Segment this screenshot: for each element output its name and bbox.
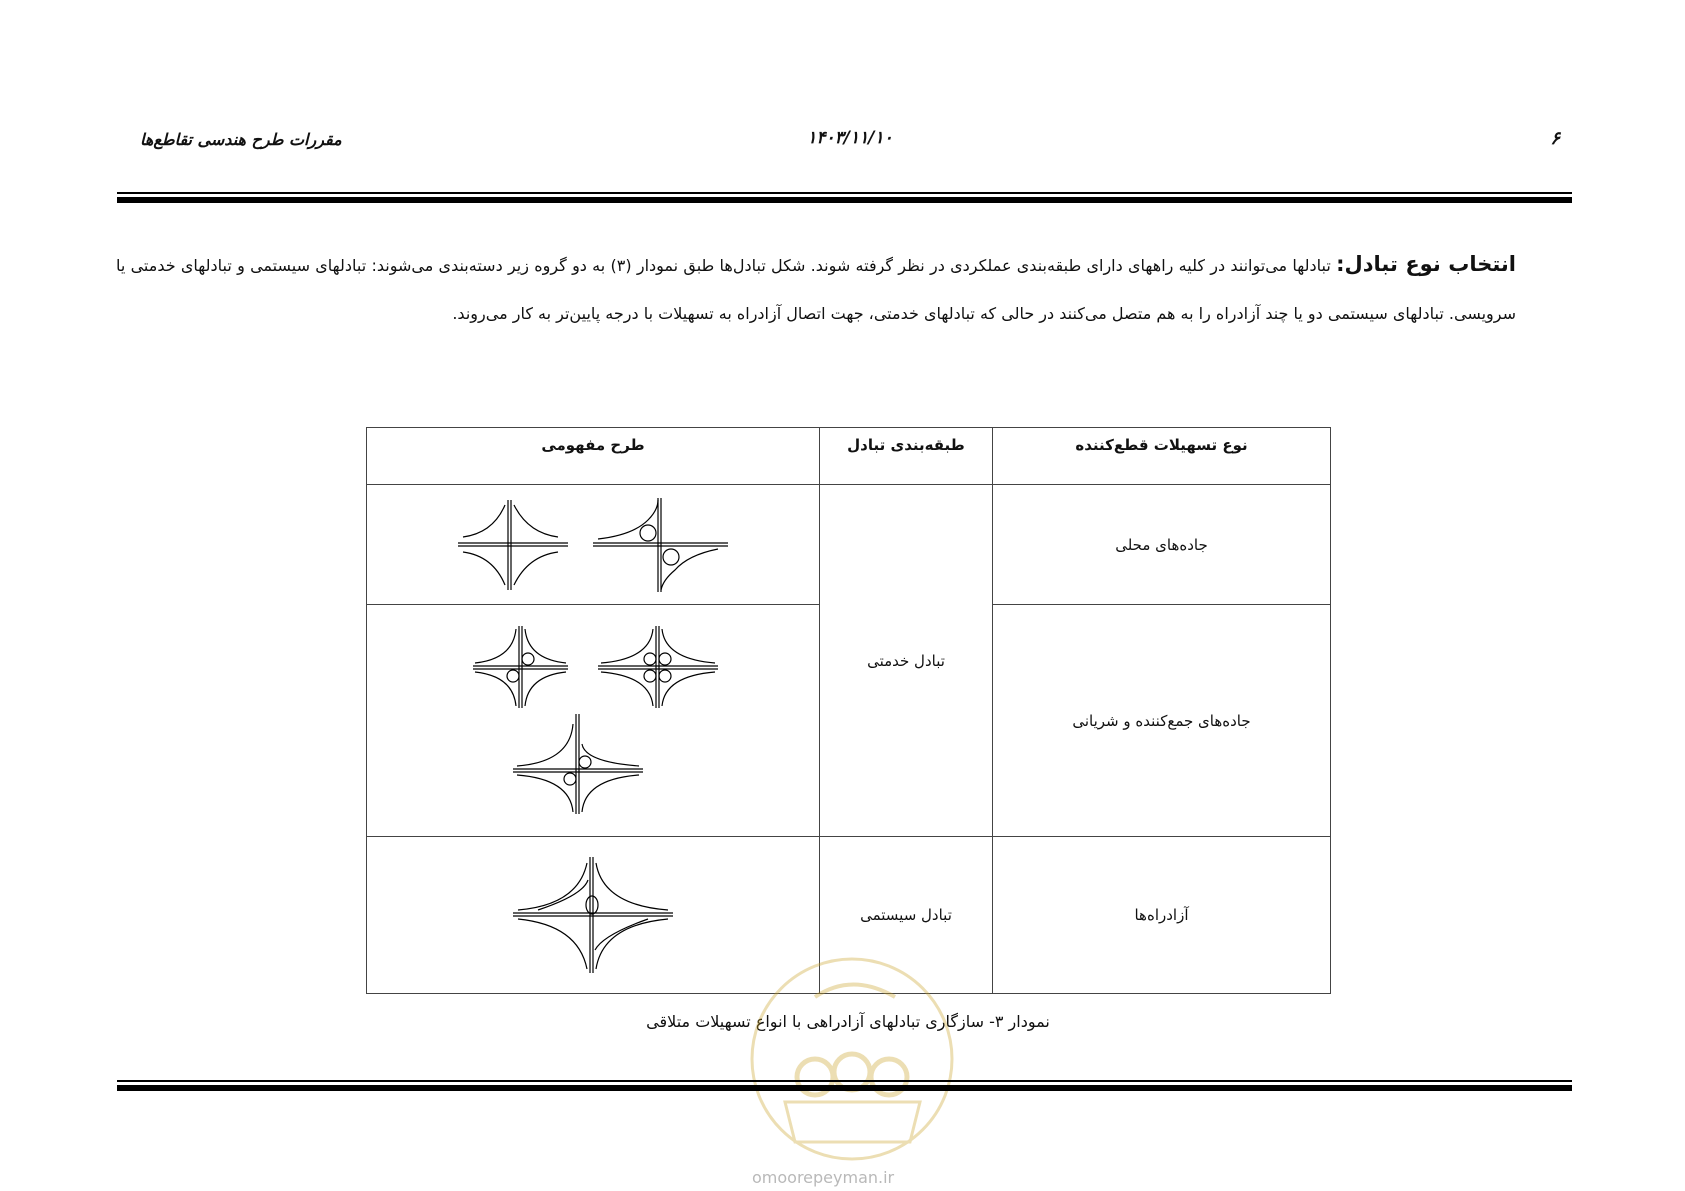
body-paragraph	[116, 240, 1516, 338]
header-concept: طرح مفهومی	[367, 428, 820, 485]
paragraph-text: تبادلها می‌توانند در کلیه راههای دارای طبقه‌بندی عملکردی در نظر گرفته شوند. شکل تبادل‌ها طبق نمودار (۳) به دو گروه زیر دسته‌بندی می‌شوند: تبادلهای سیستمی و تبادلهای خدمتی یا سرویسی. تبادلهای سیستمی دو یا چند آزادراه را به هم متصل می‌کنند در حالی که تبادلهای خدمتی، جهت اتصال آزادراه به تسهیلات با درجه پایین‌تر به کار می‌روند.	[116, 256, 1516, 323]
page-number: ۶	[1550, 128, 1560, 149]
header-classification: طبقه‌بندی تبادل	[820, 428, 993, 485]
document-title: مقررات طرح هندسی تقاطع‌ها	[140, 130, 342, 149]
footer-rule	[117, 1080, 1572, 1092]
facility-collector-arterial: جاده‌های جمع‌کننده و شریانی	[993, 605, 1331, 837]
figure-caption: نمودار ۳- سازگاری تبادلهای آزادراهی با انواع تسهیلات متلاقی	[646, 1012, 1050, 1031]
header-rule	[117, 192, 1572, 204]
facility-local-roads: جاده‌های محلی	[993, 485, 1331, 605]
watermark-url: omoorepeyman.ir	[752, 1168, 895, 1187]
classification-service: تبادل خدمتی	[820, 485, 993, 837]
header-date: ۱۴۰۳/۱۱/۱۰	[807, 128, 893, 148]
classification-system: تبادل سیستمی	[820, 837, 993, 994]
cloverleaf-interchanges-icon	[367, 605, 820, 837]
interchange-compatibility-table	[366, 427, 1331, 994]
facility-freeways: آزادراه‌ها	[993, 837, 1331, 994]
header-facility-type: نوع تسهیلات قطع‌کننده	[993, 428, 1331, 485]
diamond-and-partial-cloverleaf-icon	[367, 485, 820, 605]
paragraph-heading: انتخاب نوع تبادل:	[1336, 252, 1516, 276]
page-header	[140, 128, 1560, 158]
omoorepeyman-logo	[745, 952, 960, 1167]
